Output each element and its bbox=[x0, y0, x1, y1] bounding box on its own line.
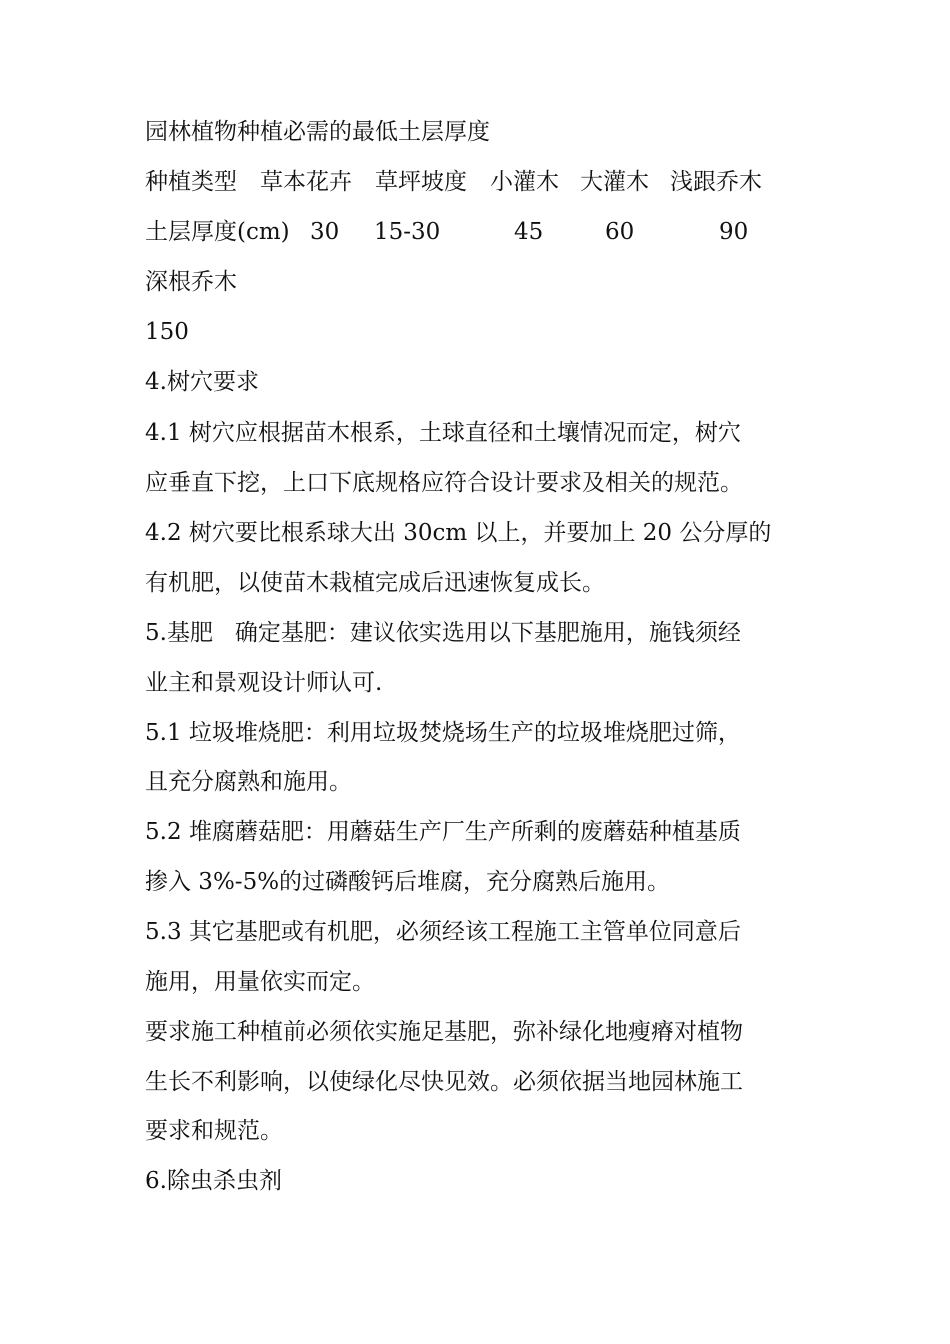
table-extra-value: 150 bbox=[145, 319, 189, 345]
paragraph-line: 且充分腐熟和施用。 bbox=[145, 769, 352, 795]
table-header-row bbox=[145, 167, 825, 197]
paragraph-line: 生长不利影响，以使绿化尽快见效。必须依据当地园林施工 bbox=[145, 1069, 743, 1095]
table-header-cell: 草本花卉 bbox=[260, 169, 352, 195]
table-value-cell: 15-30 bbox=[374, 219, 441, 245]
table-header-cell: 种植类型 bbox=[145, 169, 237, 195]
document-title: 园林植物种植必需的最低土层厚度 bbox=[145, 119, 490, 145]
paragraph-line: 5.2 堆腐蘑菇肥：用蘑菇生产厂生产所剩的废蘑菇种植基质 bbox=[145, 819, 741, 845]
paragraph-line: 5.1 垃圾堆烧肥：利用垃圾焚烧场生产的垃圾堆烧肥过筛， bbox=[145, 720, 741, 746]
paragraph-line: 应垂直下挖，上口下底规格应符合设计要求及相关的规范。 bbox=[145, 470, 743, 496]
table-header-cell: 小灌木 bbox=[490, 169, 559, 195]
paragraph-line: 施用，用量依实而定。 bbox=[145, 969, 375, 995]
section-heading: 5.基肥 确定基肥：建议依实选用以下基肥施用，施钱须经 bbox=[145, 620, 741, 646]
paragraph-line: 掺入 3%-5%的过磷酸钙后堆腐，充分腐熟后施用。 bbox=[145, 869, 671, 895]
paragraph-line: 4.1 树穴应根据苗木根系，土球直径和土壤情况而定，树穴 bbox=[145, 420, 741, 446]
table-value-cell: 60 bbox=[605, 219, 635, 245]
paragraph-line: 4.2 树穴要比根系球大出 30cm 以上，并要加上 20 公分厚的 bbox=[145, 520, 772, 546]
table-value-cell: 土层厚度(cm) bbox=[145, 219, 290, 245]
section-heading: 6.除虫杀虫剂 bbox=[145, 1168, 282, 1194]
paragraph-line: 要求施工种植前必须依实施足基肥，弥补绿化地瘦瘠对植物 bbox=[145, 1019, 743, 1045]
table-header-cell: 浅跟乔木 bbox=[670, 169, 762, 195]
paragraph-line: 业主和景观设计师认可. bbox=[145, 670, 383, 696]
paragraph-line: 有机肥，以使苗木栽植完成后迅速恢复成长。 bbox=[145, 570, 605, 596]
paragraph-line: 5.3 其它基肥或有机肥，必须经该工程施工主管单位同意后 bbox=[145, 919, 741, 945]
table-extra-type: 深根乔木 bbox=[145, 269, 237, 295]
table-header-cell: 草坪坡度 bbox=[375, 169, 467, 195]
table-value-cell: 30 bbox=[310, 219, 340, 245]
table-header-cell: 大灌木 bbox=[580, 169, 649, 195]
paragraph-line: 要求和规范。 bbox=[145, 1118, 283, 1144]
table-value-row bbox=[145, 217, 825, 247]
table-value-cell: 45 bbox=[514, 219, 544, 245]
section-heading: 4.树穴要求 bbox=[145, 369, 259, 395]
table-value-cell: 90 bbox=[719, 219, 749, 245]
